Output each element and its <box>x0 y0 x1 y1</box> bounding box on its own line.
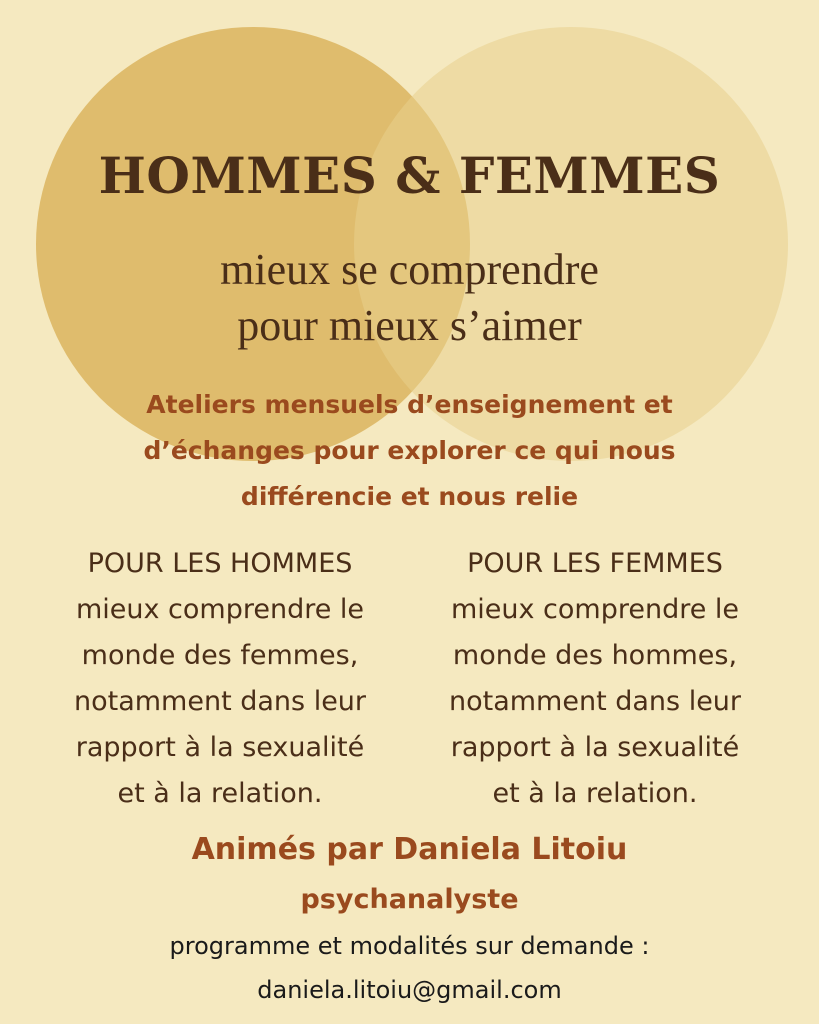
column-hommes-line: et à la relation. <box>117 778 323 809</box>
description-line-1: Ateliers mensuels d’enseignement et <box>146 390 673 419</box>
subtitle-line-2: pour mieux s’aimer <box>237 301 582 350</box>
column-femmes-line: notamment dans leur <box>448 686 742 717</box>
column-hommes-line: monde des femmes, <box>81 640 359 671</box>
column-hommes-line: rapport à la sexualité <box>75 732 365 763</box>
contact-email[interactable]: daniela.litoiu@gmail.com <box>257 976 562 1004</box>
column-femmes-line: et à la relation. <box>492 778 698 809</box>
column-hommes <box>55 541 385 817</box>
column-femmes-line: monde des hommes, <box>452 640 738 671</box>
program-info: programme et modalités sur demande : <box>169 932 650 960</box>
column-hommes-heading: POUR LES HOMMES <box>87 548 353 579</box>
column-femmes-line: rapport à la sexualité <box>450 732 740 763</box>
column-femmes <box>430 541 760 817</box>
animator-role: psychanalyste <box>300 884 519 915</box>
description-line-2: d’échanges pour explorer ce qui nous <box>143 436 676 465</box>
description-line-3: différencie et nous relie <box>240 482 579 511</box>
column-femmes-heading: POUR LES FEMMES <box>467 548 723 579</box>
poster-title: HOMMES & FEMMES <box>98 146 721 205</box>
subtitle-line-1: mieux se comprendre <box>220 245 599 294</box>
column-femmes-line: mieux comprendre le <box>450 594 740 625</box>
animator-name: Animés par Daniela Litoiu <box>191 832 628 867</box>
column-hommes-line: notamment dans leur <box>73 686 367 717</box>
column-hommes-line: mieux comprendre le <box>75 594 365 625</box>
